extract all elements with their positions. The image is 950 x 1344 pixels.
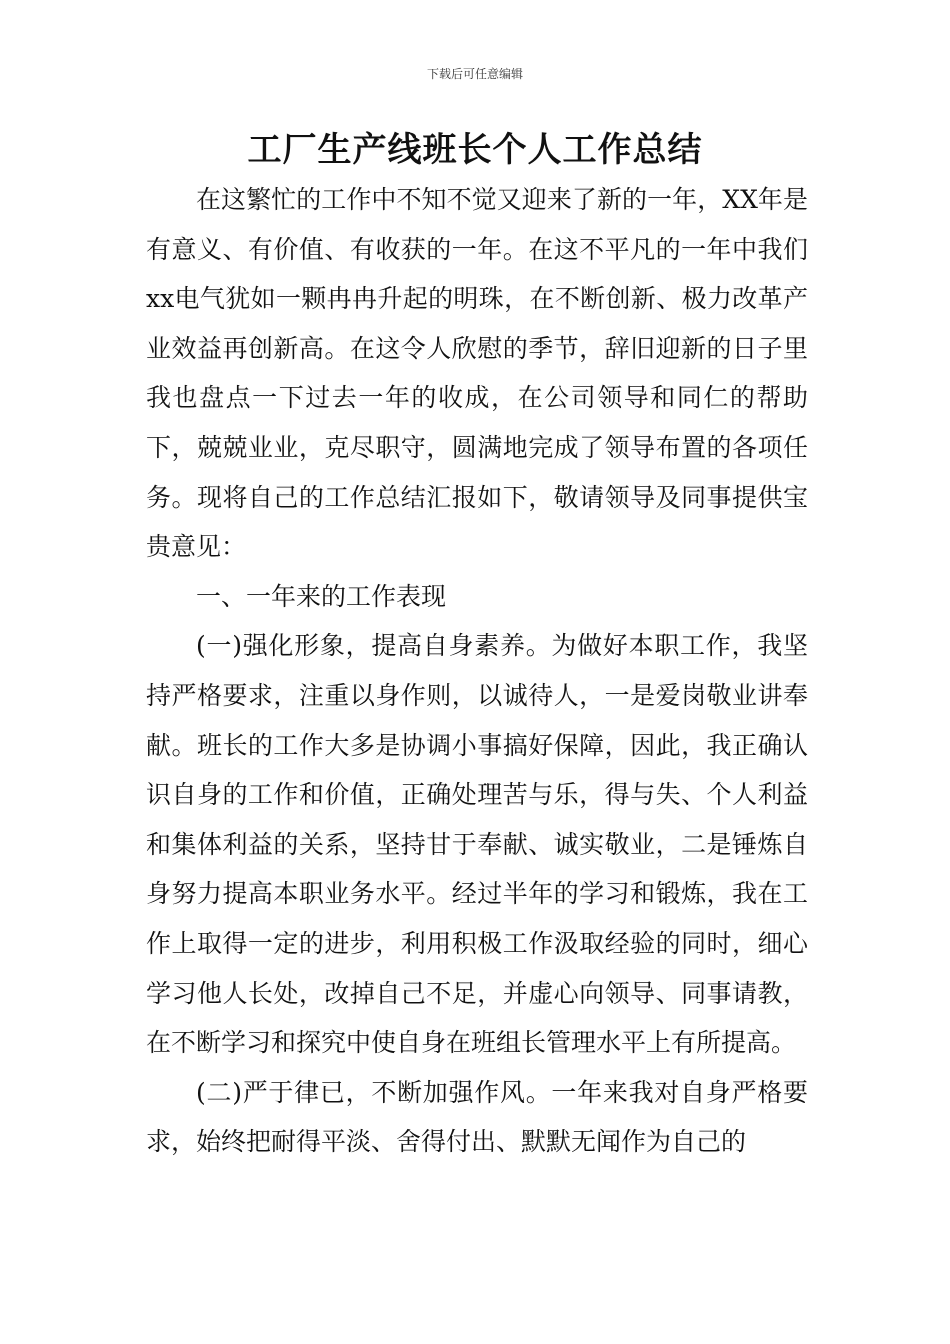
header-note: 下载后可任意编辑	[426, 67, 523, 81]
document-body	[146, 175, 808, 1167]
paragraph-intro: 在这繁忙的工作中不知不觉又迎来了新的一年，XX年是有意义、有价值、有收获的一年。在这不平凡的一年中我们xx电气犹如一颗冉冉升起的明珠，在不断创新、极力改革产业效益再创新高。在这令人欣慰的季节，辞旧迎新的日子里我也盘点一下过去一年的收成，在公司领导和同仁的帮助下，兢兢业业，克尽职守，圆满地完成了领导布置的各项任务。现将自己的工作总结汇报如下，敬请领导及同事提供宝贵意见：	[146, 185, 808, 562]
paragraph-subsection-2: (二)严于律已，不断加强作风。一年来我对自身严格要求，始终把耐得平淡、舍得付出、默默无闻作为自己的	[146, 1077, 808, 1157]
document-title: 工厂生产线班长个人工作总结	[247, 130, 703, 170]
paragraph-subsection-1: (一)强化形象，提高自身素养。为做好本职工作，我坚持严格要求，注重以身作则，以诚待人，一是爱岗敬业讲奉献。班长的工作大多是协调小事搞好保障，因此，我正确认识自身的工作和价值，正确处理苦与乐，得与失、个人利益和集体利益的关系，坚持甘于奉献、诚实敬业，二是锤炼自身努力提高本职业务水平。经过半年的学习和锻炼，我在工作上取得一定的进步，利用积极工作汲取经验的同时，细心学习他人长处，改掉自己不足，并虚心向领导、同事请教，在不断学习和探究中使自身在班组长管理水平上有所提高。	[146, 631, 808, 1058]
section-heading-1: 一、一年来的工作表现	[196, 581, 447, 611]
